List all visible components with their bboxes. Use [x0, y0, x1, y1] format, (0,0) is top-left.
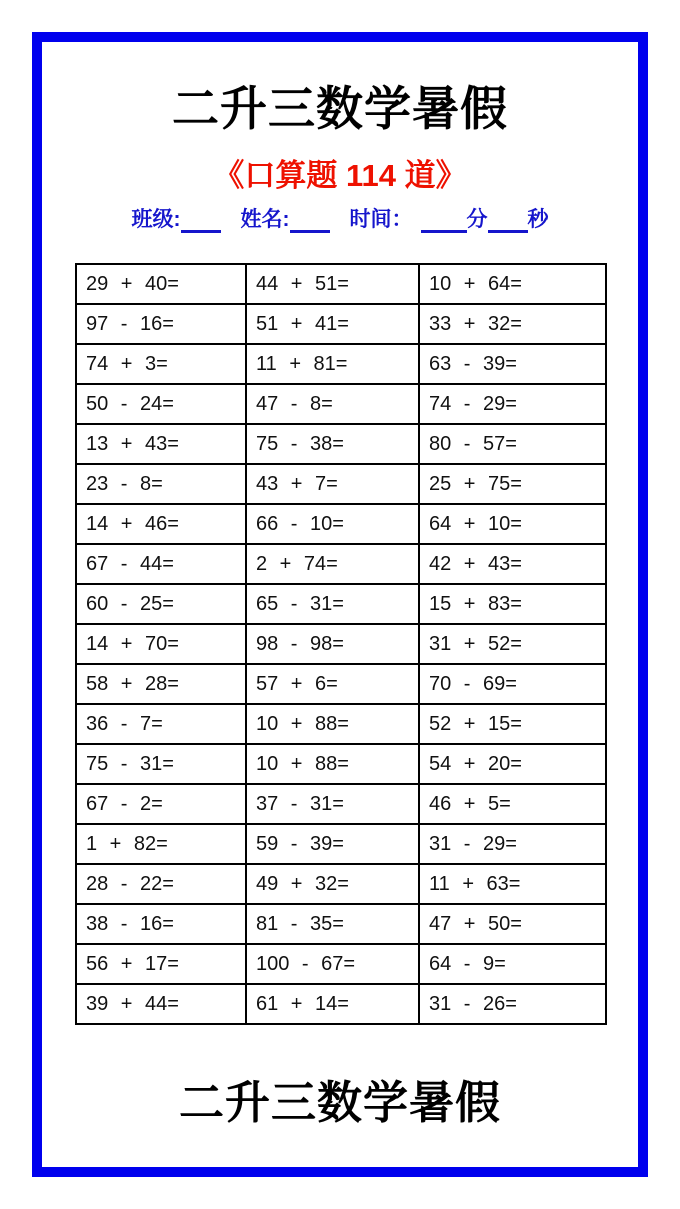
problems-table-body: [76, 264, 606, 1024]
table-row: [76, 984, 606, 1024]
problem-cell: 14 + 46=: [76, 504, 246, 544]
table-row: [76, 504, 606, 544]
name-label: 姓名:: [240, 208, 290, 231]
problem-cell: 67 - 2=: [76, 784, 246, 824]
problem-cell: 58 + 28=: [76, 664, 246, 704]
table-row: [76, 424, 606, 464]
table-row: [76, 344, 606, 384]
problem-cell: 59 - 39=: [246, 824, 419, 864]
minutes-label: 分: [466, 208, 488, 231]
problem-cell: 61 + 14=: [246, 984, 419, 1024]
problem-cell: 29 + 40=: [76, 264, 246, 304]
problem-cell: 70 - 69=: [419, 664, 606, 704]
problem-cell: 37 - 31=: [246, 784, 419, 824]
class-label: 班级:: [131, 208, 181, 231]
problem-cell: 10 + 88=: [246, 744, 419, 784]
table-row: [76, 904, 606, 944]
worksheet-subtitle: 《口算题 114 道》: [213, 158, 467, 193]
problem-cell: 1 + 82=: [76, 824, 246, 864]
problem-cell: 47 - 8=: [246, 384, 419, 424]
class-blank-line: [181, 211, 221, 233]
problem-cell: 38 - 16=: [76, 904, 246, 944]
problem-cell: 63 - 39=: [419, 344, 606, 384]
problem-cell: 11 + 81=: [246, 344, 419, 384]
problem-cell: 46 + 5=: [419, 784, 606, 824]
problem-cell: 39 + 44=: [76, 984, 246, 1024]
table-row: [76, 944, 606, 984]
problem-cell: 15 + 83=: [419, 584, 606, 624]
problem-cell: 36 - 7=: [76, 704, 246, 744]
student-info-row: [0, 203, 680, 233]
table-row: [76, 664, 606, 704]
table-row: [76, 464, 606, 504]
problem-cell: 47 + 50=: [419, 904, 606, 944]
table-row: [76, 264, 606, 304]
problem-cell: 31 + 52=: [419, 624, 606, 664]
table-row: [76, 744, 606, 784]
table-row: [76, 864, 606, 904]
problem-cell: 10 + 64=: [419, 264, 606, 304]
table-row: [76, 544, 606, 584]
seconds-label: 秒: [527, 208, 549, 231]
problem-cell: 74 - 29=: [419, 384, 606, 424]
problem-cell: 31 - 29=: [419, 824, 606, 864]
problem-cell: 28 - 22=: [76, 864, 246, 904]
table-row: [76, 704, 606, 744]
problem-cell: 23 - 8=: [76, 464, 246, 504]
problem-cell: 74 + 3=: [76, 344, 246, 384]
minutes-blank-line: [421, 211, 467, 233]
problem-cell: 80 - 57=: [419, 424, 606, 464]
problem-cell: 98 - 98=: [246, 624, 419, 664]
table-row: [76, 304, 606, 344]
problem-cell: 13 + 43=: [76, 424, 246, 464]
problem-cell: 52 + 15=: [419, 704, 606, 744]
problem-cell: 81 - 35=: [246, 904, 419, 944]
problem-cell: 43 + 7=: [246, 464, 419, 504]
problem-cell: 49 + 32=: [246, 864, 419, 904]
table-row: [76, 784, 606, 824]
problem-cell: 54 + 20=: [419, 744, 606, 784]
problem-cell: 44 + 51=: [246, 264, 419, 304]
footer-title: 二升三数学暑假: [178, 1077, 501, 1128]
problem-cell: 66 - 10=: [246, 504, 419, 544]
problem-cell: 50 - 24=: [76, 384, 246, 424]
page-title: 二升三数学暑假: [172, 82, 508, 135]
problem-cell: 64 + 10=: [419, 504, 606, 544]
problem-cell: 51 + 41=: [246, 304, 419, 344]
problem-cell: 11 + 63=: [419, 864, 606, 904]
problem-cell: 57 + 6=: [246, 664, 419, 704]
table-row: [76, 384, 606, 424]
table-row: [76, 624, 606, 664]
problem-cell: 31 - 26=: [419, 984, 606, 1024]
problem-cell: 42 + 43=: [419, 544, 606, 584]
name-blank-line: [290, 211, 330, 233]
problem-cell: 60 - 25=: [76, 584, 246, 624]
problem-cell: 97 - 16=: [76, 304, 246, 344]
problem-cell: 64 - 9=: [419, 944, 606, 984]
problem-cell: 25 + 75=: [419, 464, 606, 504]
table-row: [76, 824, 606, 864]
problem-cell: 75 - 38=: [246, 424, 419, 464]
problem-cell: 65 - 31=: [246, 584, 419, 624]
problem-cell: 56 + 17=: [76, 944, 246, 984]
problems-table: [75, 263, 607, 1025]
time-label: 时间：: [349, 208, 413, 231]
problem-cell: 100 - 67=: [246, 944, 419, 984]
problem-cell: 33 + 32=: [419, 304, 606, 344]
problem-cell: 10 + 88=: [246, 704, 419, 744]
problem-cell: 2 + 74=: [246, 544, 419, 584]
problem-cell: 67 - 44=: [76, 544, 246, 584]
seconds-blank-line: [488, 211, 528, 233]
table-row: [76, 584, 606, 624]
problem-cell: 14 + 70=: [76, 624, 246, 664]
problem-cell: 75 - 31=: [76, 744, 246, 784]
